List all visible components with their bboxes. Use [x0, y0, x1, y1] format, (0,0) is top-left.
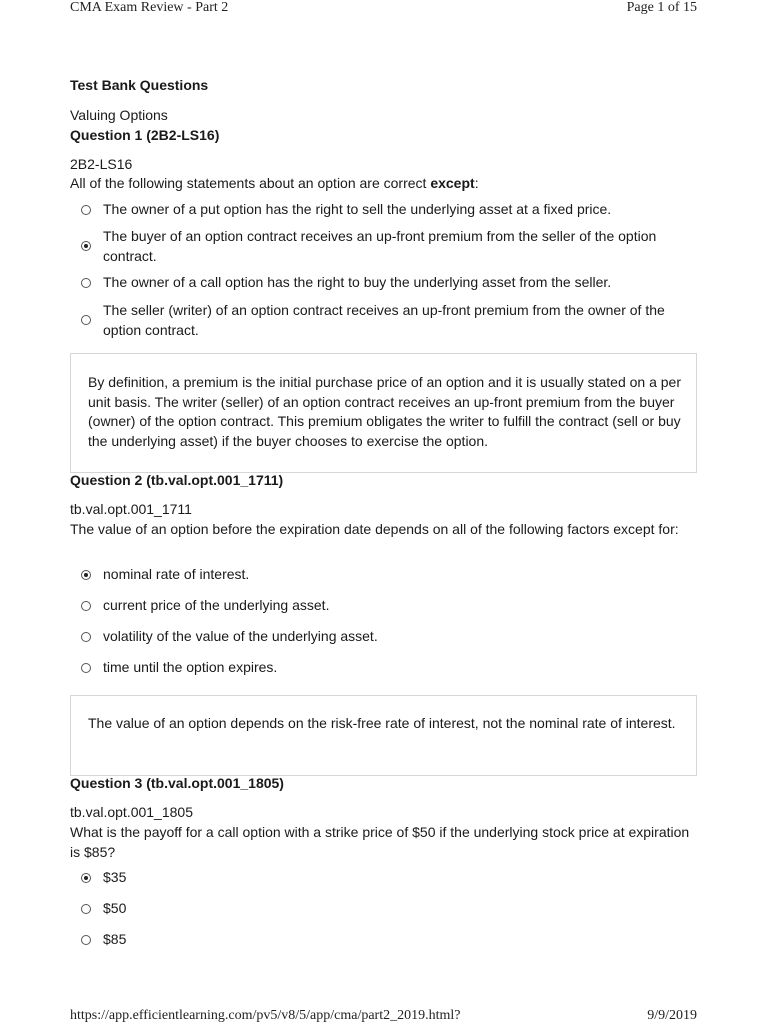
answer-option[interactable]	[70, 273, 697, 293]
answer-option-label: nominal rate of interest.	[103, 566, 250, 582]
stem-text: All of the following statements about an option are correct	[70, 175, 431, 191]
explanation-text: The value of an option depends on the risk-free rate of interest, not the nominal rate of interest.	[88, 715, 676, 731]
answer-option-label: The buyer of an option contract receives an up-front premium from the seller of the option contract.	[103, 228, 657, 264]
radio-button[interactable]	[81, 935, 91, 945]
answer-option-label: $35	[103, 869, 127, 885]
question-id: tb.val.opt.001_1711	[70, 501, 192, 517]
question-heading: Question 3 (tb.val.opt.001_1805)	[70, 775, 284, 791]
answer-option[interactable]	[70, 868, 697, 888]
question-id: tb.val.opt.001_1805	[70, 804, 193, 820]
radio-button[interactable]	[81, 315, 91, 325]
radio-button[interactable]	[81, 904, 91, 914]
page-url: https://app.efficientlearning.com/pv5/v8/5/app/cma/part2_2019.html?	[70, 1008, 461, 1023]
radio-button-selected[interactable]	[81, 873, 91, 883]
answer-option-label: time until the option expires.	[103, 659, 278, 675]
document-title: CMA Exam Review - Part 2	[70, 0, 229, 15]
stem-emphasis: except	[430, 175, 475, 191]
answer-option-label: The owner of a call option has the right to buy the underlying asset from the seller.	[103, 274, 612, 290]
question-stem: What is the payoff for a call option with a strike price of $50 if the underlying stock price at expiration is $85?	[70, 824, 690, 860]
answer-option[interactable]	[70, 596, 697, 616]
explanation-box	[70, 353, 697, 473]
answer-option-label: current price of the underlying asset.	[103, 597, 330, 613]
question-stem	[70, 174, 697, 194]
answer-option[interactable]	[70, 565, 697, 585]
answer-option-label: The owner of a put option has the right to sell the underlying asset at a fixed price.	[103, 201, 612, 217]
stem-suffix: :	[474, 175, 479, 191]
answer-option[interactable]	[70, 658, 697, 678]
question-heading: Question 2 (tb.val.opt.001_1711)	[70, 472, 284, 488]
radio-button[interactable]	[81, 601, 91, 611]
answer-option[interactable]	[70, 930, 697, 950]
explanation-text: By definition, a premium is the initial purchase price of an option and it is usually stated on a per unit basis. The writer (seller) of an option contract receives an up-front premium from the buyer (owner) of the option contract. This premium obligates the writer to fulfill the contract (sell or buy the underlying asset) if the buyer chooses to exercise the option.	[88, 374, 681, 449]
radio-button-selected[interactable]	[81, 241, 91, 251]
question-id: 2B2-LS16	[70, 156, 133, 172]
print-date: 9/9/2019	[647, 1008, 697, 1023]
answer-option-label: volatility of the value of the underlying asset.	[103, 628, 378, 644]
page-header	[70, 0, 697, 18]
answer-option-label: $50	[103, 900, 127, 916]
radio-button-selected[interactable]	[81, 570, 91, 580]
page-number: Page 1 of 15	[626, 0, 697, 15]
radio-button[interactable]	[81, 663, 91, 673]
explanation-box	[70, 695, 697, 776]
section-title: Test Bank Questions	[70, 77, 209, 93]
answer-option[interactable]	[70, 627, 697, 647]
answer-option[interactable]	[70, 899, 697, 919]
answer-option-label: $85	[103, 931, 127, 947]
question-heading: Question 1 (2B2-LS16)	[70, 127, 220, 143]
answer-option[interactable]	[70, 227, 697, 267]
answer-option[interactable]	[70, 200, 697, 220]
page-footer	[70, 1008, 697, 1026]
topic-title: Valuing Options	[70, 107, 168, 123]
question-stem: The value of an option before the expiration date depends on all of the following factors except for:	[70, 521, 679, 537]
radio-button[interactable]	[81, 205, 91, 215]
radio-button[interactable]	[81, 632, 91, 642]
answer-option[interactable]	[70, 301, 697, 341]
answer-option-label: The seller (writer) of an option contract receives an up-front premium from the owner of the option contract.	[103, 302, 665, 338]
radio-button[interactable]	[81, 278, 91, 288]
